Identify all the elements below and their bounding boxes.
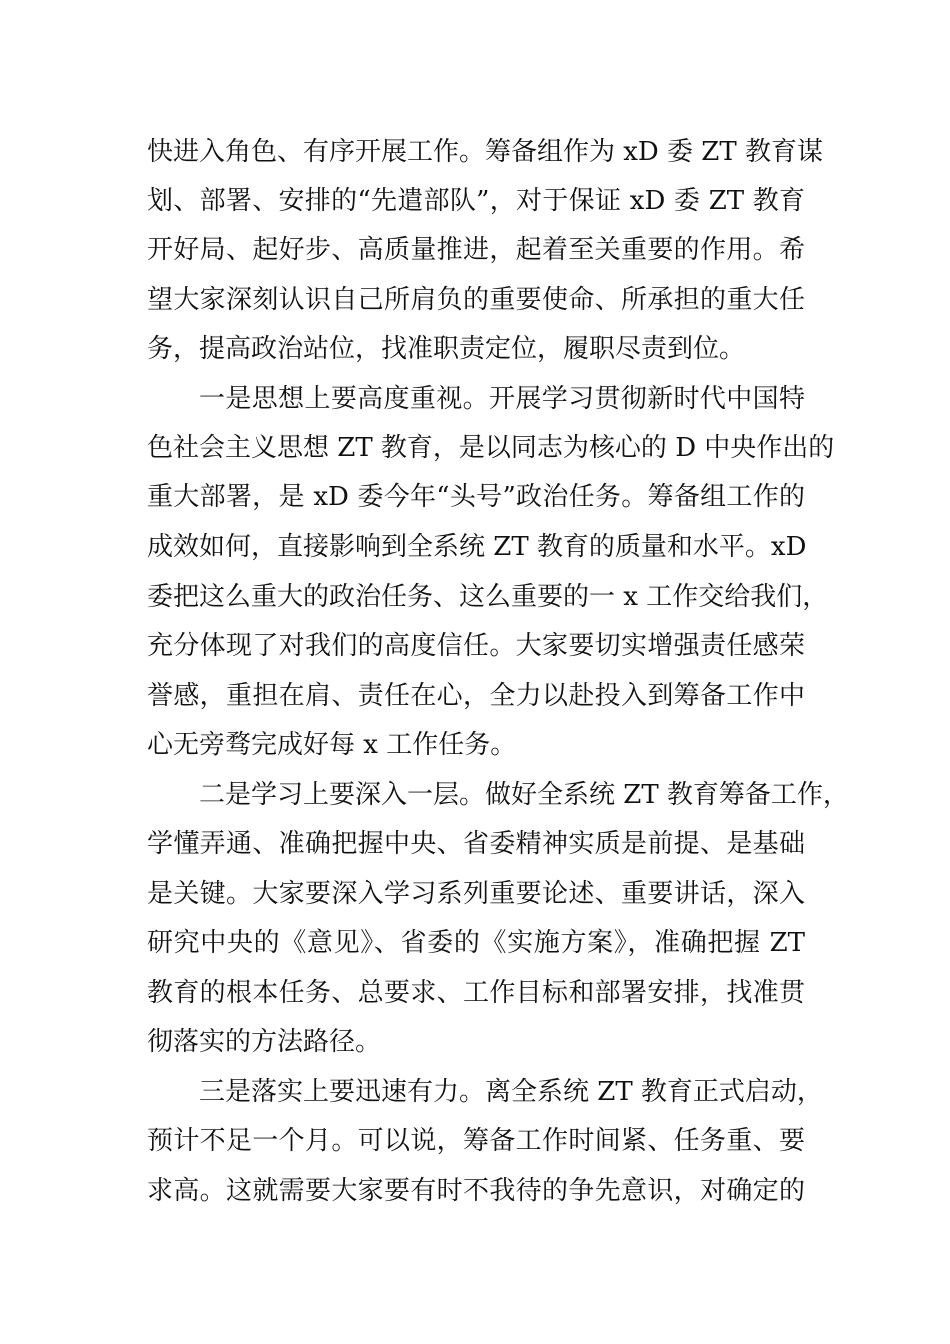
text-line: 预计不足一个月。可以说，筹备工作时间紧、任务重、要 xyxy=(147,1126,805,1156)
text-line: 三是落实上要迅速有力。离全系统 ZT 教育正式启动， xyxy=(199,1077,823,1107)
text-line: 是关键。大家要深入学习系列重要论述、重要讲话，深入 xyxy=(147,879,805,909)
text-line: 二是学习上要深入一层。做好全系统 ZT 教育筹备工作， xyxy=(199,780,849,810)
text-line: 学懂弄通、准确把握中央、省委精神实质是前提、是基础 xyxy=(147,829,805,859)
text-line: 求高。这就需要大家要有时不我待的争先意识，对确定的 xyxy=(147,1176,805,1206)
text-line: 一是思想上要高度重视。开展学习贯彻新时代中国特 xyxy=(199,384,805,414)
text-line: 誉感，重担在肩、责任在心，全力以赴投入到筹备工作中 xyxy=(147,681,805,711)
text-line: 彻落实的方法路径。 xyxy=(147,1027,382,1057)
text-line: 划、部署、安排的“先遣部队”，对于保证 xD 委 ZT 教育 xyxy=(147,186,805,216)
text-line: 教育的根本任务、总要求、工作目标和部署安排，找准贯 xyxy=(147,978,805,1008)
text-line: 充分体现了对我们的高度信任。大家要切实增强责任感荣 xyxy=(147,631,805,661)
text-line: 开好局、起好步、高质量推进，起着至关重要的作用。希 xyxy=(147,235,805,265)
text-line: 务，提高政治站位，找准职责定位，履职尽责到位。 xyxy=(147,334,746,364)
text-line: 委把这么重大的政治任务、这么重要的一 x 工作交给我们， xyxy=(147,582,829,612)
text-line: 快进入角色、有序开展工作。筹备组作为 xD 委 ZT 教育谋 xyxy=(147,137,823,167)
text-line: 望大家深刻认识自己所肩负的重要使命、所承担的重大任 xyxy=(147,285,805,315)
text-line: 心无旁骛完成好每 x 工作任务。 xyxy=(147,730,517,760)
text-line: 重大部署，是 xD 委今年“头号”政治任务。筹备组工作的 xyxy=(147,482,805,512)
text-line: 研究中央的《意见》、省委的《实施方案》，准确把握 ZT xyxy=(147,928,805,958)
text-line: 成效如何，直接影响到全系统 ZT 教育的质量和水平。xD xyxy=(147,532,807,562)
text-line: 色社会主义思想 ZT 教育，是以同志为核心的 D 中央作出的 xyxy=(147,433,835,463)
